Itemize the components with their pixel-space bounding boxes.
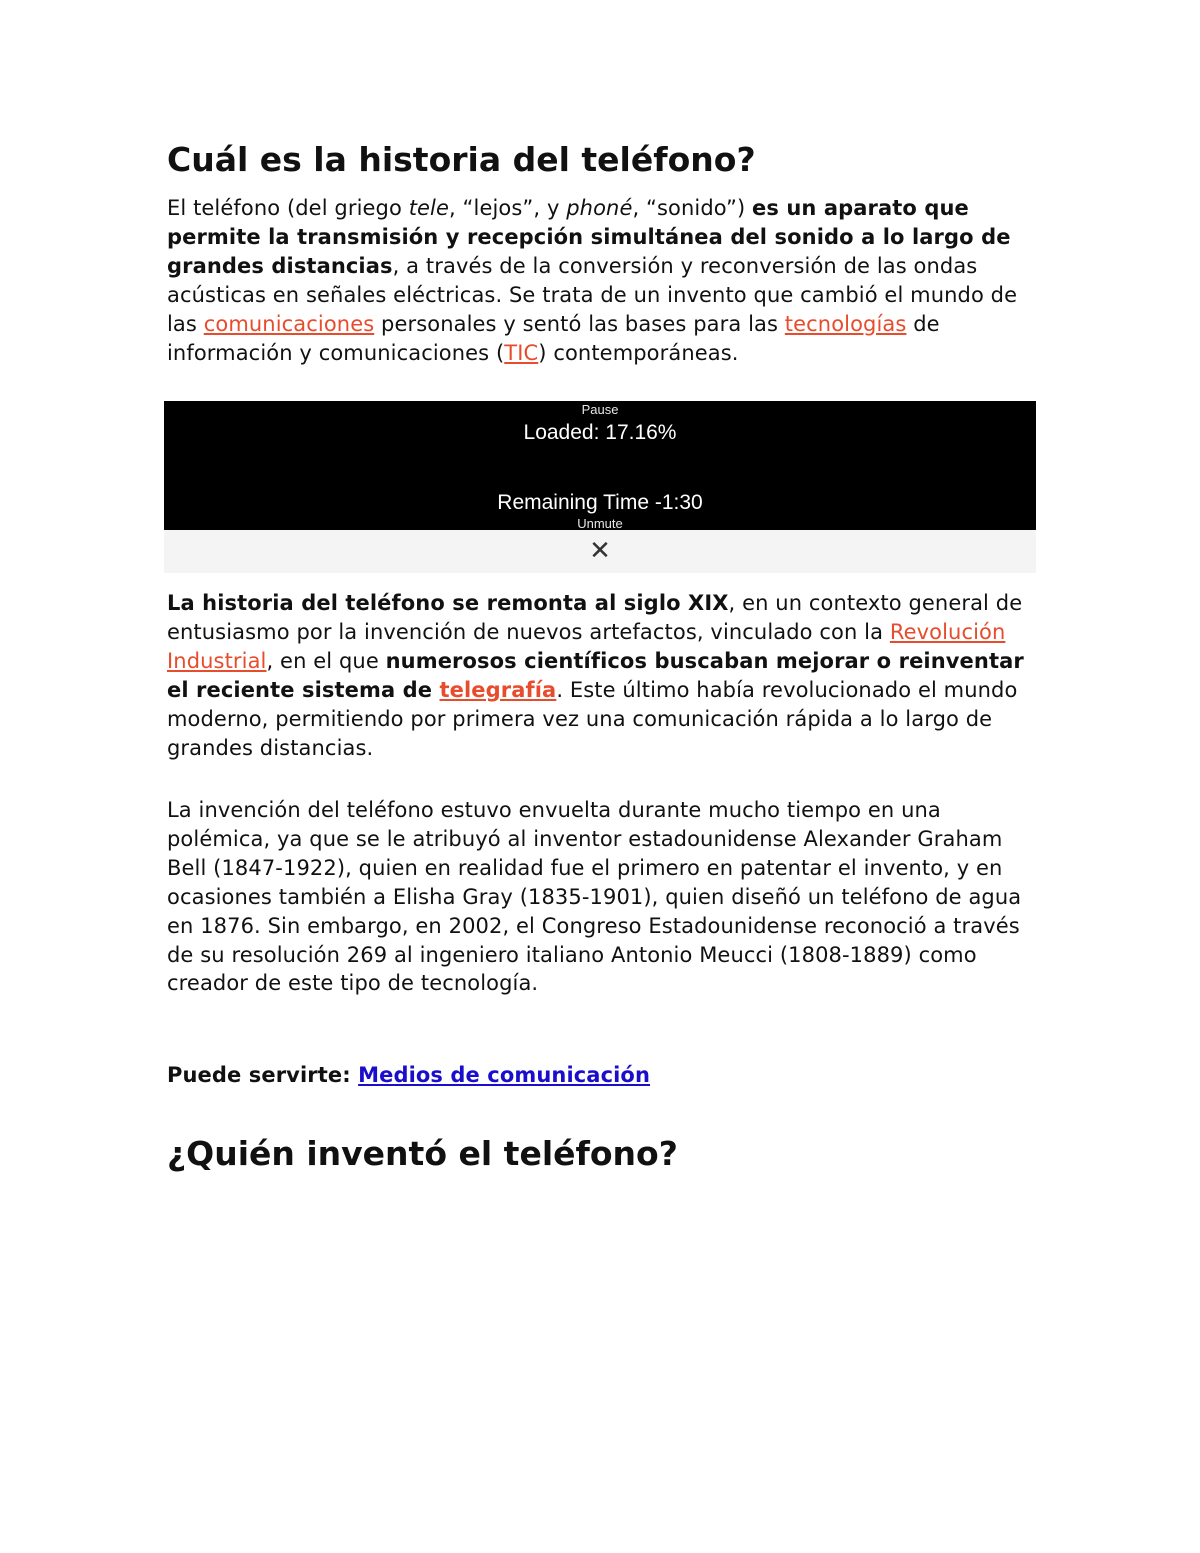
link-tecnologias[interactable]: tecnologías [784, 311, 907, 336]
text: de información y comunicaciones ( [167, 311, 940, 365]
text: . Este último había revolucionado el mundo moderno, permitiendo por primera vez una comunicación rápida a lo largo de grandes distancias. [167, 677, 1018, 760]
pause-button[interactable]: Pause [581, 402, 619, 417]
player-close-bar [164, 530, 1036, 573]
link-revolucion-industrial[interactable]: Revolución Industrial [167, 619, 1006, 673]
link-telegrafia[interactable]: telegrafía [439, 677, 557, 702]
link-medios-de-comunicacion[interactable]: Medios de comunicación [358, 1063, 651, 1087]
text: , en el que [266, 648, 386, 673]
text-italic: phoné [566, 196, 633, 220]
history-paragraph [167, 589, 1037, 762]
link-tic[interactable]: TIC [504, 340, 539, 365]
related-link-paragraph [167, 1061, 1037, 1090]
remaining-time: Remaining Time -1:30 [497, 491, 703, 514]
invention-paragraph: La invención del teléfono estuvo envuelta durante mucho tiempo en una polémica, ya que se le atribuyó al inventor estadounidense Alexander Graham Bell (1847-1922), quien en realidad fue el primero en patentar el invento, y en ocasiones también a Elisha Gray (1835-1901), quien diseñó un teléfono de agua en 1876. Sin embargo, en 2002, el Congreso Estadounidense reconoció a través de su resolución 269 al ingeniero italiano Antonio Meucci (1808-1889) como creador de este tipo de tecnología. [167, 798, 1022, 996]
text: , en un contexto general de entusiasmo por la invención de nuevos artefactos, vinculado con la [167, 591, 1023, 644]
link-comunicaciones[interactable]: comunicaciones [203, 311, 375, 336]
loaded-status: Loaded: 17.16% [523, 421, 677, 444]
text: , “sonido”) [632, 196, 753, 220]
text: , a través de la conversión y reconversión de las ondas acústicas en señales eléctricas. Se trata de un invento que cambió el mundo de las [167, 253, 1018, 336]
related-label: Puede servirte: [167, 1063, 359, 1087]
unmute-button[interactable]: Unmute [577, 517, 623, 530]
text: , “lejos”, y [449, 196, 567, 220]
text: personales y sentó las bases para las [374, 311, 785, 336]
section-heading: ¿Quién inventó el teléfono? [167, 1134, 678, 1173]
video-player[interactable] [164, 401, 1036, 530]
text: ) contemporáneas. [538, 340, 739, 365]
text-bold: La historia del teléfono se remonta al siglo XIX [167, 591, 729, 615]
text: El teléfono (del griego [167, 196, 409, 220]
text-italic: tele [408, 196, 449, 220]
close-icon[interactable]: ✕ [589, 536, 611, 566]
text-bold: es un aparato que permite la transmisión y recepción simultánea del sonido a lo largo de grandes distancias [167, 196, 1011, 278]
text-bold: numerosos científicos buscaban mejorar o reinventar el reciente sistema de [167, 648, 1024, 702]
intro-paragraph [167, 194, 1037, 367]
article-title: Cuál es la historia del teléfono? [167, 140, 756, 179]
